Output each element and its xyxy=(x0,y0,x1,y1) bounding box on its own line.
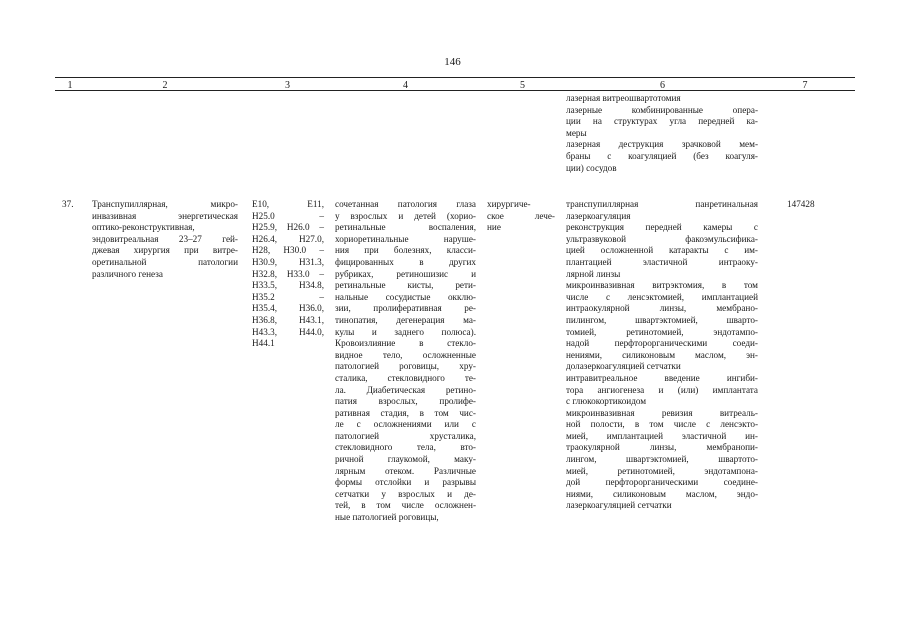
text-line: хориоретинальные наруше- xyxy=(335,233,476,244)
text-line: сталика, стекловидного те- xyxy=(335,372,476,383)
text-line: траокулярной линзы, мембранопи- xyxy=(566,442,758,453)
text-line: ле с осложнениями или с xyxy=(335,419,476,430)
text-line: долазеркоагуляцией сетчатки xyxy=(566,361,681,372)
text-line: тора ангиогенеза и (или) имплантата xyxy=(566,384,758,395)
text-line: ретинальные воспаления, xyxy=(335,222,476,233)
text-line: H25.0 – xyxy=(252,210,324,221)
text-line: лазерная витреошвартотомия xyxy=(566,93,681,103)
text-line: H30.9, H31.3, xyxy=(252,256,324,267)
text-line: микроинвазивная ревизия витреаль- xyxy=(566,407,758,418)
text-line: транспупиллярная панретинальная xyxy=(566,199,758,209)
text-line: H28, H30.0 – xyxy=(252,245,324,256)
row-treatment xyxy=(487,199,555,234)
text-line: патологией хрусталика, xyxy=(335,430,476,441)
text-line: ское лече- xyxy=(487,210,555,221)
text-line: дой перфторорганическими соедине- xyxy=(566,477,758,488)
text-line: цией осложненной катаракты с им- xyxy=(566,245,758,256)
text-line: лярной линзы xyxy=(566,268,621,279)
text-line: H43.3, H44.0, xyxy=(252,326,324,337)
text-line: лазеркоагуляцией сетчатки xyxy=(566,500,672,511)
text-line: H44.1 xyxy=(252,338,275,349)
text-line: нениями, силиконовым маслом, эн- xyxy=(566,349,758,360)
text-line: пилингом, швартэктомией, шварто- xyxy=(566,314,758,325)
text-line: видное тело, осложненные xyxy=(335,349,476,360)
text-line: мией, ретинотомией, эндотампона- xyxy=(566,465,758,476)
text-line: ные патологией роговицы, xyxy=(335,512,439,523)
text-line: ретинальные кисты, рети- xyxy=(335,280,476,291)
text-line: браны с коагуляцией (без коагуля- xyxy=(566,150,758,161)
text-line: хирургиче- xyxy=(487,199,531,209)
text-line: Кровоизлияние в стекло- xyxy=(335,338,476,349)
text-line: с глюкокортикоидом xyxy=(566,396,647,407)
text-line: H35.2 – xyxy=(252,291,324,302)
text-line: лазерная деструкция зрачковой мем- xyxy=(566,139,758,150)
text-line: лазеркоагуляция xyxy=(566,210,631,221)
text-line: ной полости, в том числе с ленсэкто- xyxy=(566,419,758,430)
text-line: патологией роговицы, хру- xyxy=(335,361,476,372)
column-header-7: 7 xyxy=(802,80,808,91)
text-line: ративная стадия, в том чис- xyxy=(335,407,476,418)
column-header-5: 5 xyxy=(520,80,525,91)
text-line: ния при болезнях, класси- xyxy=(335,245,476,256)
column-header-6: 6 xyxy=(660,80,665,91)
text-line: меры xyxy=(566,127,587,138)
column-header-1: 1 xyxy=(67,80,73,91)
text-line: микроинвазивная витрэктомия, в том xyxy=(566,280,758,291)
text-line: числе с ленсэктомией, имплантацией xyxy=(566,291,758,302)
row-description xyxy=(335,199,476,524)
text-line: лярным отеком. Различные xyxy=(335,465,476,476)
text-line: оретинальной патологии xyxy=(92,256,238,267)
text-line: H35.4, H36.0, xyxy=(252,303,324,314)
text-line: ции на структурах угла передней ка- xyxy=(566,116,758,127)
text-line: H36.8, H43.1, xyxy=(252,314,324,325)
row-codes xyxy=(252,199,324,350)
text-line: различного генеза xyxy=(92,268,163,279)
text-line: интраокулярной линзы, мембрано- xyxy=(566,303,758,314)
text-line: интравитреальное введение ингиби- xyxy=(566,372,758,383)
column-header-3: 3 xyxy=(285,80,290,91)
text-line: сетчатки у взрослых и де- xyxy=(335,488,476,499)
text-line: формы отслойки и разрывы xyxy=(335,477,476,488)
text-line: фицированных в других xyxy=(335,256,476,267)
text-line: ультразвуковой факоэмульсифика- xyxy=(566,233,758,244)
text-line: ниями, силиконовым маслом, эндо- xyxy=(566,488,758,499)
column-header-2: 2 xyxy=(162,80,168,91)
page-number: 146 xyxy=(444,56,461,68)
text-line: оптико-реконструктивная, xyxy=(92,222,195,233)
text-line: реконструкция передней камеры с xyxy=(566,222,758,233)
text-line: мией, имплантацией эластичной ин- xyxy=(566,430,758,441)
text-line: джевая хирургия при витре- xyxy=(92,245,238,256)
column-header-4: 4 xyxy=(403,80,408,91)
text-line: кулы и заднего полюса). xyxy=(335,326,476,337)
text-line: тинопатия, дегенерация ма- xyxy=(335,314,476,325)
text-line: у взрослых и детей (хорио- xyxy=(335,210,476,221)
row-cost: 147428 xyxy=(787,199,815,209)
continuation-methods xyxy=(566,93,758,174)
text-line: H25.9, H26.0 – xyxy=(252,222,324,233)
row-number: 37. xyxy=(62,199,74,209)
text-line: патия взрослых, пролифе- xyxy=(335,396,476,407)
text-line: зии, пролиферативная ре- xyxy=(335,303,476,314)
text-line: надой перфторорганическими соеди- xyxy=(566,338,758,349)
text-line: ла. Диабетическая ретино- xyxy=(335,384,476,395)
text-line: сочетанная патология глаза xyxy=(335,199,476,209)
text-line: H32.8, H33.0 – xyxy=(252,268,324,279)
text-line: ричной глаукомой, маку- xyxy=(335,454,476,465)
text-line: тей, в том числе осложнен- xyxy=(335,500,476,511)
text-line: плантацией эластичной интраоку- xyxy=(566,256,758,267)
text-line: рубриках, ретиношизис и xyxy=(335,268,476,279)
text-line: томией, ретинотомией, эндотампо- xyxy=(566,326,758,337)
text-line: H33.5, H34.8, xyxy=(252,280,324,291)
text-line: Транспупиллярная, микро- xyxy=(92,199,238,209)
table-top-rule xyxy=(55,77,855,78)
row-methods xyxy=(566,199,758,512)
text-line: инвазивная энергетическая xyxy=(92,210,238,221)
text-line: ции) сосудов xyxy=(566,162,617,173)
text-line: стекловидного тела, вто- xyxy=(335,442,476,453)
text-line: H26.4, H27.0, xyxy=(252,233,324,244)
row-name xyxy=(92,199,238,280)
text-line: нальные сосудистые окклю- xyxy=(335,291,476,302)
text-line: ние xyxy=(487,222,501,233)
text-line: лазерные комбинированные опера- xyxy=(566,104,758,115)
text-line: эндовитреальная 23–27 гей- xyxy=(92,233,238,244)
text-line: лингом, швартэктомией, швартото- xyxy=(566,454,758,465)
text-line: E10, E11, xyxy=(252,199,324,209)
